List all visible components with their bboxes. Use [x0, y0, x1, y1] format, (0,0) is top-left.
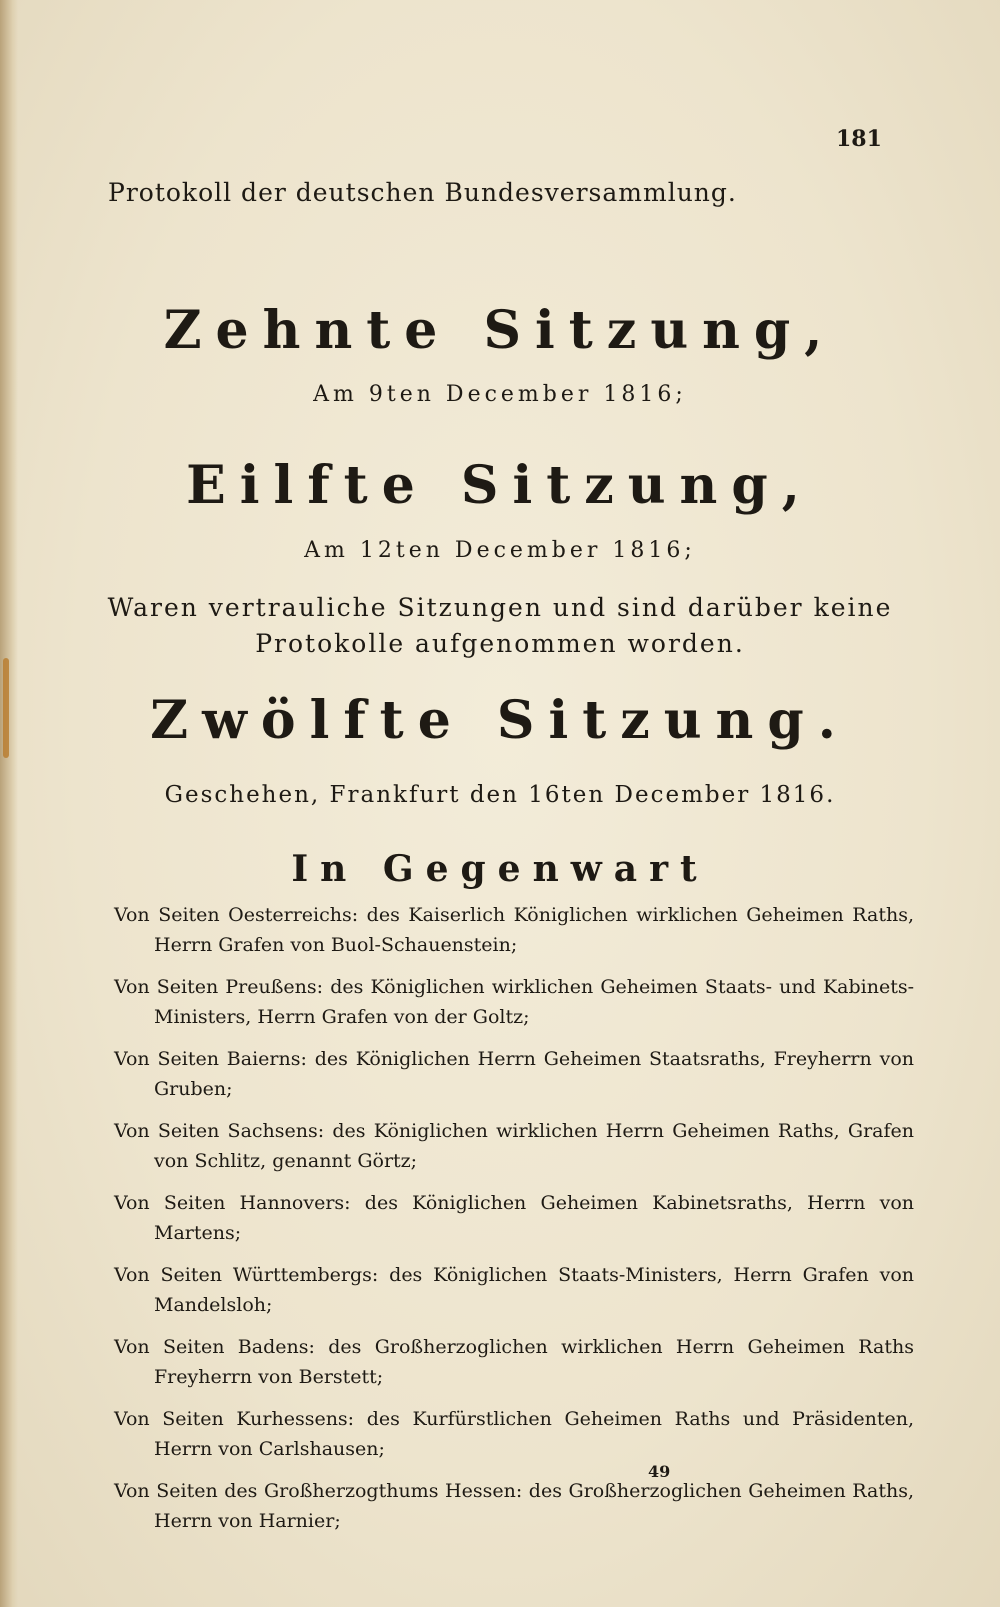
attendee-entry-wuerttemberg: Von Seiten Württembergs: des Königlichen Staats-Ministers, Herrn Grafen von Mandelsloh;: [114, 1264, 914, 1316]
attendee-entry-saxony: Von Seiten Sachsens: des Königlichen wirklichen Herrn Geheimen Raths, Grafen von Schlitz, genannt Görtz;: [114, 1120, 914, 1172]
attendee-entry-austria: Von Seiten Oesterreichs: des Kaiserlich Königlichen wirklichen Geheimen Raths, Herrn Grafen von Buol-Schauenstein;: [114, 904, 914, 956]
attendee-entry-bavaria: Von Seiten Baierns: des Königlichen Herrn Geheimen Staatsraths, Freyherrn von Gruben;: [114, 1048, 914, 1100]
confidential-notice-line-2: Protokolle aufgenommen worden.: [255, 629, 745, 658]
attendee-list: [114, 900, 914, 1548]
presence-heading: In Gegenwart: [291, 848, 709, 890]
session-date-eleventh: Am 12ten December 1816;: [304, 538, 696, 563]
attendee-entry-grand-duchy-hesse: Von Seiten des Großherzogthums Hessen: des Großherzoglichen Geheimen Raths, Herrn von Harnier;: [114, 1480, 914, 1532]
attendee-entry-hanover: Von Seiten Hannovers: des Königlichen Geheimen Kabinetsraths, Herrn von Martens;: [114, 1192, 914, 1244]
running-head: Protokoll der deutschen Bundesversammlung.: [108, 178, 737, 207]
attendee-entry-electoral-hesse: Von Seiten Kurhessens: des Kurfürstlichen Geheimen Raths und Präsidenten, Herrn von Carlshausen;: [114, 1408, 914, 1460]
signature-mark: 49: [648, 1462, 671, 1481]
session-title-twelfth: Zwölfte Sitzung.: [150, 690, 850, 751]
page-number: 181: [836, 126, 882, 152]
session-date-tenth: Am 9ten December 1816;: [313, 382, 687, 407]
confidential-notice-line-1: Waren vertrauliche Sitzungen und sind darüber keine: [107, 593, 893, 622]
session-title-eleventh: Eilfte Sitzung,: [186, 455, 814, 516]
attendee-entry-baden: Von Seiten Badens: des Großherzoglichen wirklichen Herrn Geheimen Raths Freyherrn von Berstett;: [114, 1336, 914, 1388]
attendee-entry-prussia: Von Seiten Preußens: des Königlichen wirklichen Geheimen Staats- und Kabinets-Ministers, Herrn Grafen von der Goltz;: [114, 976, 914, 1028]
session-title-tenth: Zehnte Sitzung,: [163, 300, 837, 361]
session-place-date: Geschehen, Frankfurt den 16ten December 1816.: [164, 782, 836, 808]
